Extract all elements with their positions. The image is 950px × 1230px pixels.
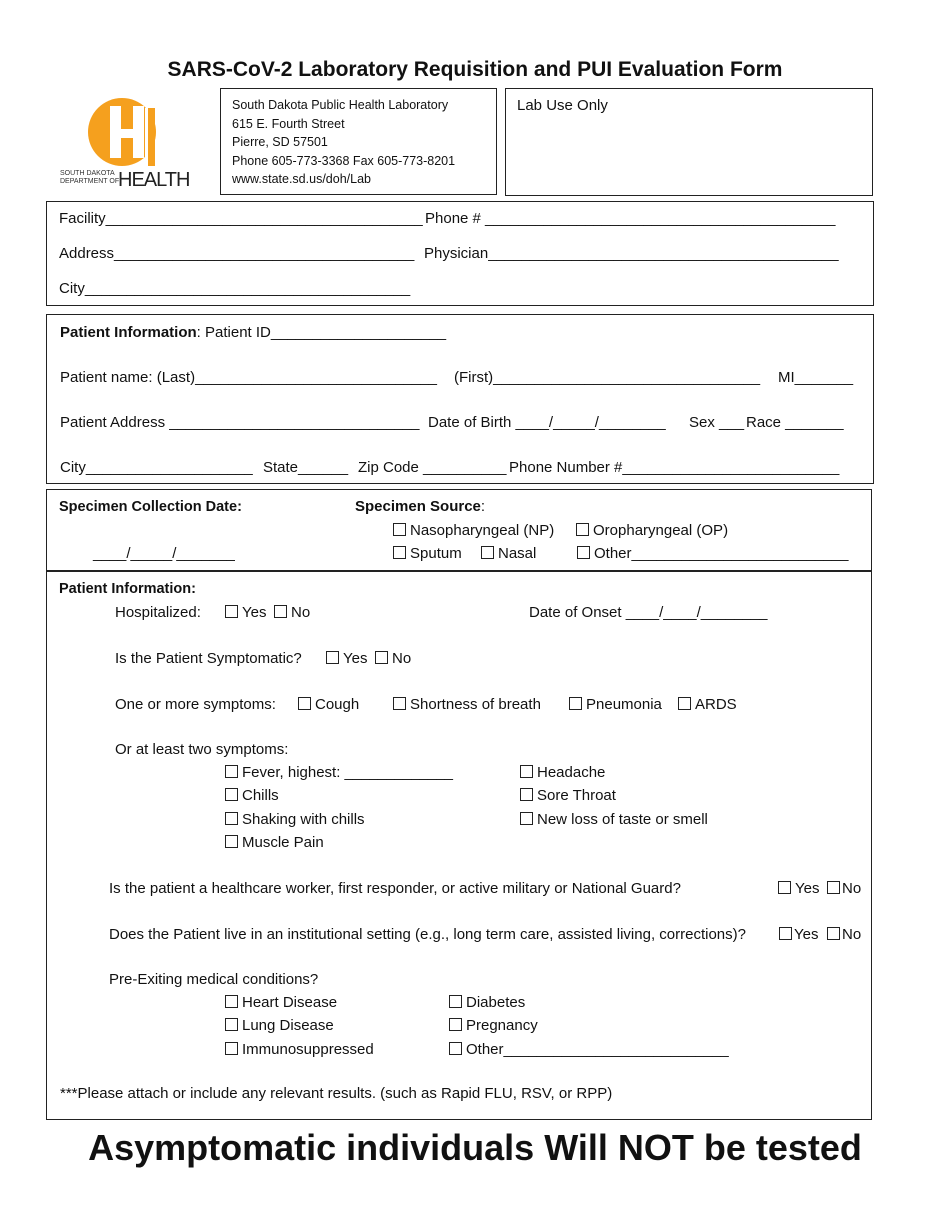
fever-label: Fever, highest: _____________ (242, 764, 454, 781)
hospitalized-no[interactable] (274, 604, 310, 622)
pneumonia-checkbox[interactable] (569, 697, 582, 710)
facility-field[interactable]: Facility______________________________________ (59, 210, 423, 227)
fever-checkbox[interactable] (225, 765, 238, 778)
lab-website: www.state.sd.us/doh/Lab (232, 172, 371, 186)
sputum-option[interactable] (393, 545, 462, 563)
patient-last-name-field[interactable]: Patient name: (Last)_____________________________ (60, 369, 437, 386)
dob-field[interactable]: Date of Birth ____/_____/________ (428, 414, 666, 431)
hospitalized-no-checkbox[interactable] (274, 605, 287, 618)
muscle-pain-option[interactable] (225, 834, 324, 852)
hcw-question: Is the patient a healthcare worker, first responder, or active military or National Guard? (109, 880, 681, 897)
pneumonia-label: Pneumonia (586, 696, 662, 713)
one-or-more-label: One or more symptoms: (115, 696, 276, 713)
diabetes-option[interactable] (449, 994, 525, 1012)
patient-city-field[interactable]: City____________________ (60, 459, 253, 476)
hcw-yes-label: Yes (795, 880, 820, 897)
specimen-date-field[interactable]: ____/_____/_______ (93, 545, 235, 562)
form-title: SARS-CoV-2 Laboratory Requisition and PUI Evaluation Form (167, 58, 783, 81)
hospitalized-no-label: No (291, 604, 311, 621)
symptomatic-yes-label: Yes (343, 650, 368, 667)
muscle-pain-label: Muscle Pain (242, 834, 324, 851)
nasal-checkbox[interactable] (481, 546, 494, 559)
pneumonia-option[interactable] (569, 696, 662, 714)
ards-option[interactable] (678, 696, 737, 714)
hcw-no-checkbox[interactable] (827, 881, 840, 894)
attach-results-note: ***Please attach or include any relevant results. (such as Rapid FLU, RSV, or RPP) (60, 1085, 613, 1102)
hcw-yes[interactable] (778, 880, 819, 898)
institution-no-checkbox[interactable] (827, 927, 840, 940)
op-checkbox[interactable] (576, 523, 589, 536)
headache-checkbox[interactable] (520, 765, 533, 778)
nasal-option[interactable] (481, 545, 536, 563)
patient-first-name-field[interactable]: (First)________________________________ (454, 369, 761, 386)
heart-disease-option[interactable] (225, 994, 337, 1012)
np-checkbox[interactable] (393, 523, 406, 536)
np-option[interactable] (393, 522, 554, 540)
state-field[interactable]: State______ (263, 459, 349, 476)
source-other-label: Other__________________________ (594, 545, 849, 562)
pregnancy-option[interactable] (449, 1017, 538, 1035)
fever-option[interactable] (225, 764, 453, 782)
lung-disease-checkbox[interactable] (225, 1018, 238, 1031)
sex-field[interactable]: Sex ___ (689, 414, 745, 431)
asymptomatic-warning: Asymptomatic individuals Will NOT be tested (88, 1127, 862, 1168)
sob-option[interactable] (393, 696, 541, 714)
heart-disease-checkbox[interactable] (225, 995, 238, 1008)
onset-date-field[interactable]: Date of Onset ____/____/________ (529, 604, 768, 621)
op-option[interactable] (576, 522, 728, 540)
hospitalized-yes-label: Yes (242, 604, 267, 621)
symptomatic-yes-checkbox[interactable] (326, 651, 339, 664)
lab-city: Pierre, SD 57501 (232, 135, 328, 149)
immunosuppressed-option[interactable] (225, 1041, 374, 1059)
lab-use-label: Lab Use Only (517, 97, 608, 114)
diabetes-label: Diabetes (466, 994, 526, 1011)
hospitalized-yes[interactable] (225, 604, 266, 622)
two-symptoms-label: Or at least two symptoms: (115, 741, 289, 758)
np-label: Nasopharyngeal (NP) (410, 522, 555, 539)
sd-health-logo (60, 92, 190, 191)
institution-yes-label: Yes (794, 926, 819, 943)
pregnancy-checkbox[interactable] (449, 1018, 462, 1031)
taste-smell-option[interactable] (520, 811, 708, 829)
patient-address-field[interactable]: Patient Address ______________________________ (60, 414, 420, 431)
ards-label: ARDS (695, 696, 737, 713)
sob-checkbox[interactable] (393, 697, 406, 710)
source-other-option[interactable] (577, 545, 848, 563)
specimen-source-colon: : (480, 498, 486, 515)
lab-street: 615 E. Fourth Street (232, 116, 345, 131)
sputum-checkbox[interactable] (393, 546, 406, 559)
taste-smell-label: New loss of taste or smell (537, 811, 708, 828)
muscle-pain-checkbox[interactable] (225, 835, 238, 848)
ards-checkbox[interactable] (678, 697, 691, 710)
logo-text-small (60, 170, 119, 186)
source-other-checkbox[interactable] (577, 546, 590, 559)
patient-info-heading: Patient Information (60, 324, 197, 341)
institution-no[interactable] (827, 926, 861, 944)
headache-option[interactable] (520, 764, 605, 782)
patient-phone-field[interactable]: Phone Number #__________________________ (509, 459, 840, 476)
institution-no-label: No (842, 926, 862, 943)
logo-line1: SOUTH DAKOTA (60, 170, 115, 177)
cough-label: Cough (315, 696, 360, 713)
pregnancy-label: Pregnancy (466, 1017, 538, 1034)
taste-smell-checkbox[interactable] (520, 812, 533, 825)
sore-throat-option[interactable] (520, 787, 616, 805)
lab-phone: Phone 605-773-3368 Fax 605-773-8201 (232, 153, 456, 168)
address-field[interactable]: Address____________________________________ (59, 245, 415, 262)
shaking-checkbox[interactable] (225, 812, 238, 825)
symptomatic-label: Is the Patient Symptomatic? (115, 650, 302, 667)
chills-label: Chills (242, 787, 279, 804)
shaking-option[interactable] (225, 811, 365, 829)
hcw-no-label: No (842, 880, 862, 897)
cough-checkbox[interactable] (298, 697, 311, 710)
chills-option[interactable] (225, 787, 279, 805)
race-field[interactable]: Race _______ (746, 414, 844, 431)
symptomatic-no[interactable] (375, 650, 411, 668)
logo-line2: DEPARTMENT OF (60, 178, 120, 185)
specimen-date-label: Specimen Collection Date: (59, 499, 242, 515)
symptomatic-yes[interactable] (326, 650, 367, 668)
shaking-label: Shaking with chills (242, 811, 365, 828)
op-label: Oropharyngeal (OP) (593, 522, 729, 539)
sore-throat-label: Sore Throat (537, 787, 616, 804)
city-field[interactable]: City_______________________________________ (59, 280, 411, 297)
specimen-source-label-row (355, 498, 485, 516)
zip-field[interactable]: Zip Code __________ (358, 459, 507, 476)
condition-other-checkbox[interactable] (449, 1042, 462, 1055)
sob-label: Shortness of breath (410, 696, 541, 713)
preexisting-label: Pre-Exiting medical conditions? (109, 971, 319, 988)
immunosuppressed-checkbox[interactable] (225, 1042, 238, 1055)
diabetes-checkbox[interactable] (449, 995, 462, 1008)
specimen-source-label: Specimen Source (355, 498, 481, 515)
logo-word: HEALTH (118, 169, 190, 191)
clinical-heading: Patient Information: (59, 581, 196, 597)
nasal-label: Nasal (498, 545, 537, 562)
hospitalized-label: Hospitalized: (115, 604, 201, 621)
headache-label: Headache (537, 764, 606, 781)
condition-other-option[interactable] (449, 1041, 729, 1059)
symptomatic-no-label: No (392, 650, 412, 667)
phone-field[interactable]: Phone # __________________________________________ (425, 210, 836, 227)
institution-question: Does the Patient live in an institutional setting (e.g., long term care, assisted living, corrections)? (109, 926, 746, 943)
sputum-label: Sputum (410, 545, 462, 562)
symptomatic-no-checkbox[interactable] (375, 651, 388, 664)
hcw-yes-checkbox[interactable] (778, 881, 791, 894)
immunosuppressed-label: Immunosuppressed (242, 1041, 374, 1058)
physician-field[interactable]: Physician__________________________________________ (424, 245, 839, 262)
lung-disease-label: Lung Disease (242, 1017, 334, 1034)
lab-name: South Dakota Public Health Laboratory (232, 98, 449, 112)
institution-yes-checkbox[interactable] (779, 927, 792, 940)
sore-throat-checkbox[interactable] (520, 788, 533, 801)
heart-disease-label: Heart Disease (242, 994, 338, 1011)
patient-id-row (60, 324, 446, 342)
institution-yes[interactable] (779, 926, 818, 944)
chills-checkbox[interactable] (225, 788, 238, 801)
patient-id-field[interactable]: : Patient ID_____________________ (196, 324, 447, 341)
hcw-no[interactable] (827, 880, 861, 898)
lung-disease-option[interactable] (225, 1017, 334, 1035)
cough-option[interactable] (298, 696, 359, 714)
patient-mi-field[interactable]: MI_______ (778, 369, 854, 386)
condition-other-label: Other___________________________ (466, 1041, 729, 1058)
hospitalized-yes-checkbox[interactable] (225, 605, 238, 618)
lab-address (232, 96, 455, 189)
